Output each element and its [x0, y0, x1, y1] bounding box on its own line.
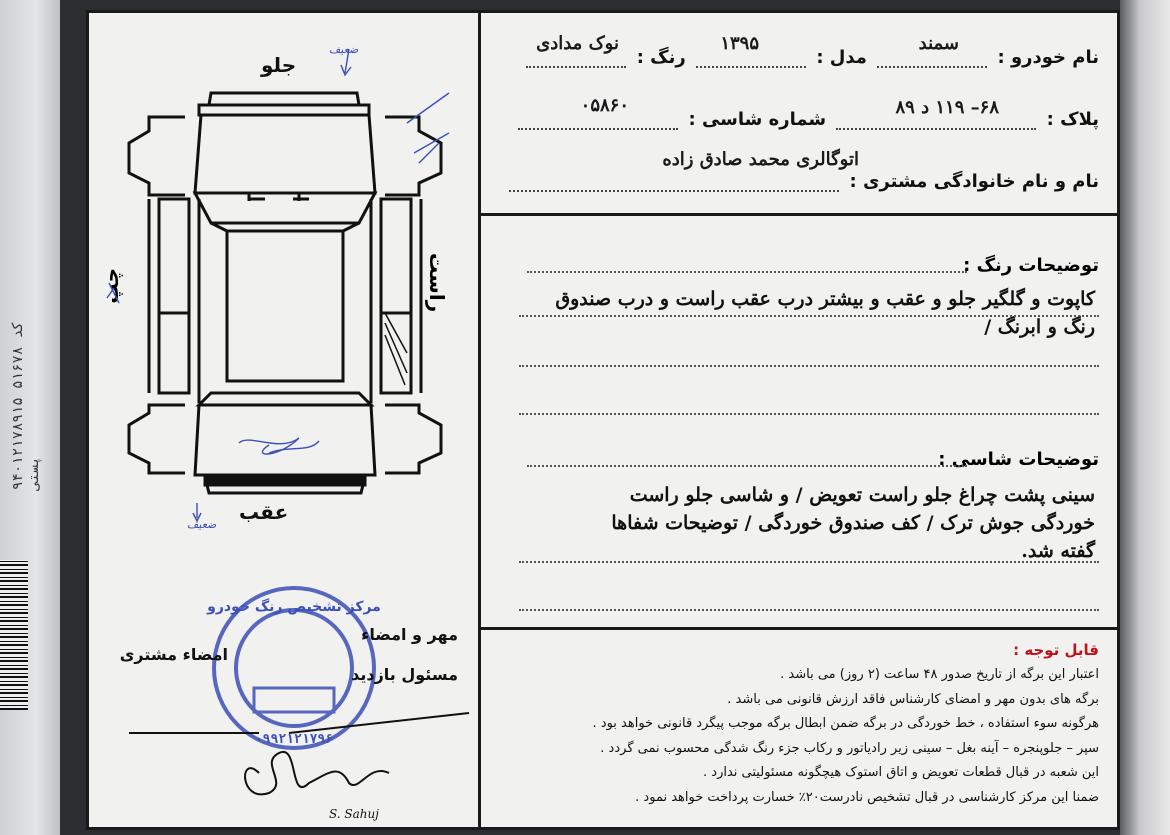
notice-item: سپر – جلوپنجره – آینه بغل – سینی زیر رادیاتور و رکاب جزء رنگ شدگی محسوب نمی گردد .	[600, 740, 1099, 756]
side-paper-number: ۹۴۰۱۲۱۷۸۹۱۵ ۵۱۶۷۸ کد پستی	[10, 321, 42, 490]
color-value: نوک مدادی	[536, 33, 619, 54]
paint-line-1: کاپوت و گلگیر جلو و عقب و بیشتر درب عقب راست و درب صندوق	[555, 288, 1095, 310]
paint-text	[555, 285, 1095, 341]
stamp-phone: ۰۹۹۲۱۲۱۷۹۶	[254, 732, 334, 747]
model-value: ۱۳۹۵	[720, 33, 759, 54]
inspection-form	[86, 10, 1120, 830]
car-diagram-pane	[89, 13, 481, 827]
chassis-dot-1	[519, 561, 1099, 563]
background-paper-right	[1120, 0, 1170, 835]
chassis-text	[611, 481, 1095, 565]
car-name-value: سمند	[918, 33, 959, 54]
notice-list	[499, 663, 1099, 810]
rear-label: عقب	[239, 500, 289, 524]
right-label: راست	[425, 253, 449, 313]
plate-label: پلاک :	[1046, 109, 1099, 130]
chassis-line-3: گفته شد.	[1021, 540, 1095, 562]
stamp-text: مرکز تشخیص رنگ خودرو	[207, 599, 381, 615]
car-name-line	[877, 60, 987, 68]
handwritten-signature	[89, 693, 481, 833]
notice-item: این شعبه در قبال قطعات تعویض و اتاق استوک هیچگونه مسئولیتی ندارد .	[703, 765, 1099, 780]
paint-dot-1	[519, 315, 1099, 317]
seal-label: مهر و امضاء	[361, 625, 458, 644]
handwritten-note-bottom: ضعیف	[187, 518, 217, 531]
row-customer	[499, 149, 1099, 192]
signature-text: S. Sahuj	[329, 807, 379, 821]
row-car-info	[499, 33, 1099, 68]
chassis-line-2: خوردگی جوش ترک / کف صندوق خوردگی / توضیحات شفاها	[611, 512, 1095, 534]
row-plate-info	[499, 95, 1099, 130]
left-label: چپ	[99, 268, 123, 304]
paint-dot-3	[519, 413, 1099, 415]
chassis-line-0	[527, 465, 967, 467]
chassis-dot-2	[519, 609, 1099, 611]
handwritten-note-top: ضعیف	[329, 43, 359, 56]
chassis-line-1: سینی پشت چراغ جلو راست تعویض / و شاسی جلو راست	[629, 484, 1095, 506]
customer-label: نام و نام خانوادگی مشتری :	[849, 171, 1099, 192]
paint-dot-2	[519, 365, 1099, 367]
color-label: رنگ :	[636, 47, 686, 68]
chassis-number-value: ۰۵۸۶۰	[580, 95, 629, 116]
color-line	[526, 60, 626, 68]
plate-line	[836, 122, 1036, 130]
front-label: جلو	[261, 53, 297, 77]
chassis-number-line	[518, 122, 678, 130]
notice-title: قابل توجه :	[1013, 641, 1099, 659]
plate-value: ۶۸– ۱۱۹ د ۸۹	[895, 97, 999, 118]
customer-line	[509, 184, 839, 192]
car-name-label: نام خودرو :	[997, 47, 1099, 68]
responsible-label: مسئول بازدید	[351, 665, 458, 684]
notice-item: هرگونه سوء استفاده ، خط خوردگی در برگه ضمن ابطال برگه موجب پیگرد قانونی خواهد بود .	[592, 716, 1099, 731]
notice-item: اعتبار این برگه از تاریخ صدور ۴۸ ساعت (۲ روز) می باشد .	[780, 667, 1099, 682]
notice-item: برگه های بدون مهر و امضای کارشناس فاقد ارزش قانونی می باشد .	[727, 691, 1099, 707]
form-fields-pane	[481, 13, 1117, 827]
customer-sign-label: امضاء مشتری	[119, 645, 228, 664]
customer-value: اتوگالری محمد صادق زاده	[662, 149, 859, 170]
barcode	[0, 560, 28, 710]
paint-line-2: رنگ و ابرنگ /	[984, 316, 1095, 338]
notice-separator	[481, 627, 1117, 630]
notice-item: ضمنا این مرکز کارشناسی در قبال تشخیص نادرست۲۰٪ خسارت پرداخت خواهد نمود .	[635, 789, 1099, 805]
model-line	[696, 60, 806, 68]
chassis-number-label: شماره شاسی :	[688, 109, 827, 130]
car-outline-diagram	[89, 13, 481, 573]
model-label: مدل :	[816, 47, 867, 68]
paint-section-title: توضیحات رنگ :	[963, 255, 1099, 276]
chassis-section-title: توضیحات شاسی :	[938, 449, 1099, 470]
header-separator	[481, 213, 1117, 216]
paint-line-0	[527, 271, 967, 273]
